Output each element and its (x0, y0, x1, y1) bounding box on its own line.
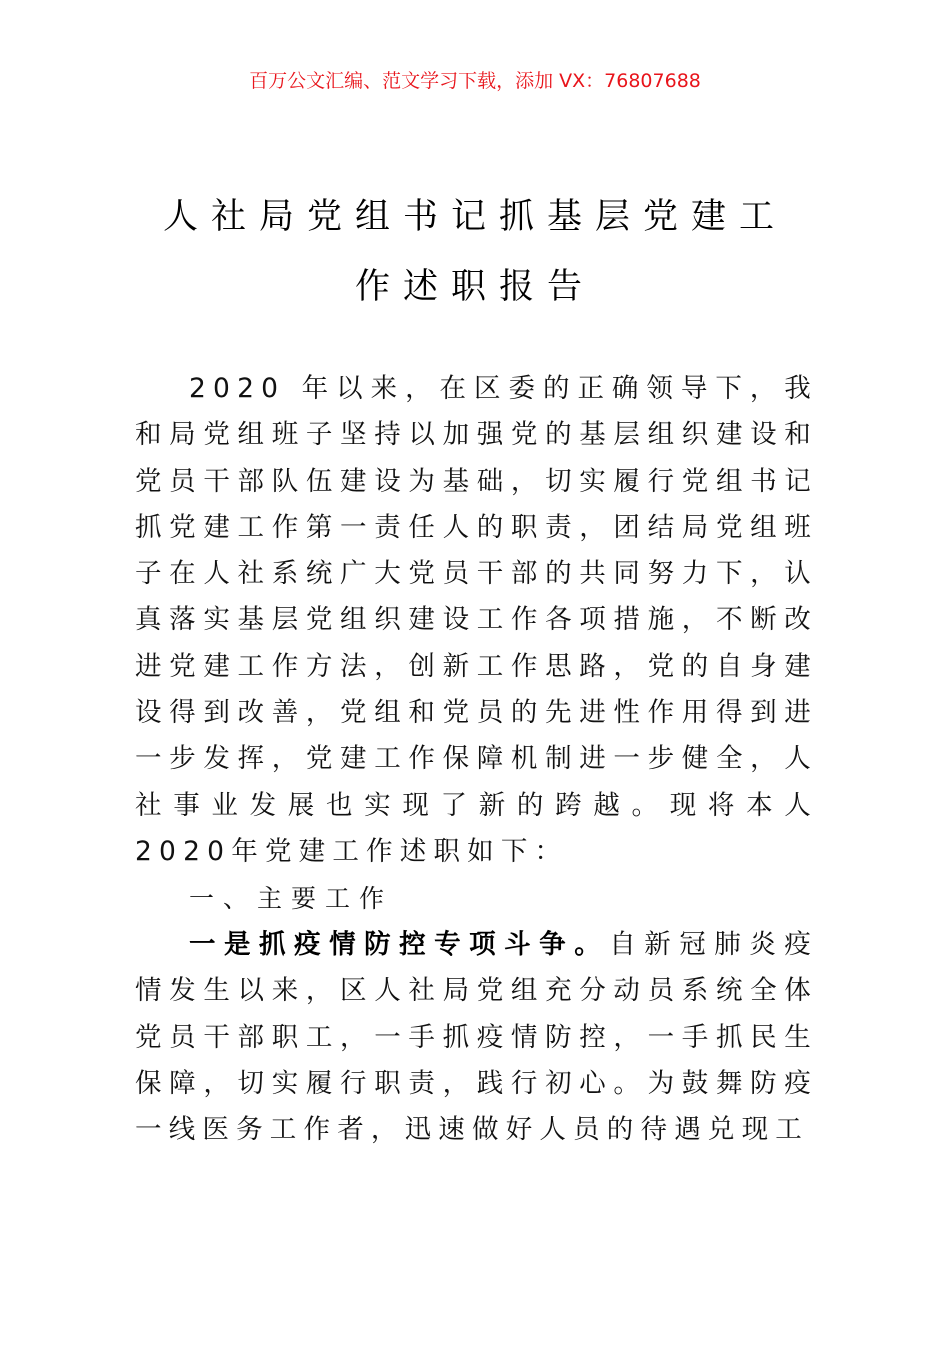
header-note: 百万公文汇编、范文学习下载，添加 VX：76807688 (249, 70, 701, 92)
body-paragraph (135, 922, 818, 1153)
document-title-line-1: 人社局党组书记抓基层党建工 (162, 197, 787, 237)
intro-paragraph: 2020 年以来，在区委的正确领导下，我和局党组班子坚持以加强党的基层组织建设和党员干部队伍建设为基础，切实履行党组书记抓党建工作第一责任人的职责，团结局党组班子在人社系统广大党员干部的共同努力下，认真落实基层党组织建设工作各项措施，不断改进党建工作方法，创新工作思路，党的自身建设得到改善，党组和党员的先进性作用得到进一步发挥，党建工作保障机制进一步健全，人社事业发展也实现了新的跨越。现将本人 2020年党建工作述职如下： (135, 373, 818, 867)
paragraph-body: 自新冠肺炎疫情发生以来，区人社局党组充分动员系统全体党员干部职工，一手抓疫情防控，一手抓民生保障，切实履行职责，践行初心。为鼓舞防疫一线医务工作者，迅速做好人员的待遇兑现工 (135, 929, 819, 1146)
paragraph-lead: 一是抓疫情防控专项斗争。 (189, 929, 610, 960)
section-heading: 一、主要工作 (189, 884, 394, 913)
document-title-line-2: 作述职报告 (354, 267, 595, 307)
